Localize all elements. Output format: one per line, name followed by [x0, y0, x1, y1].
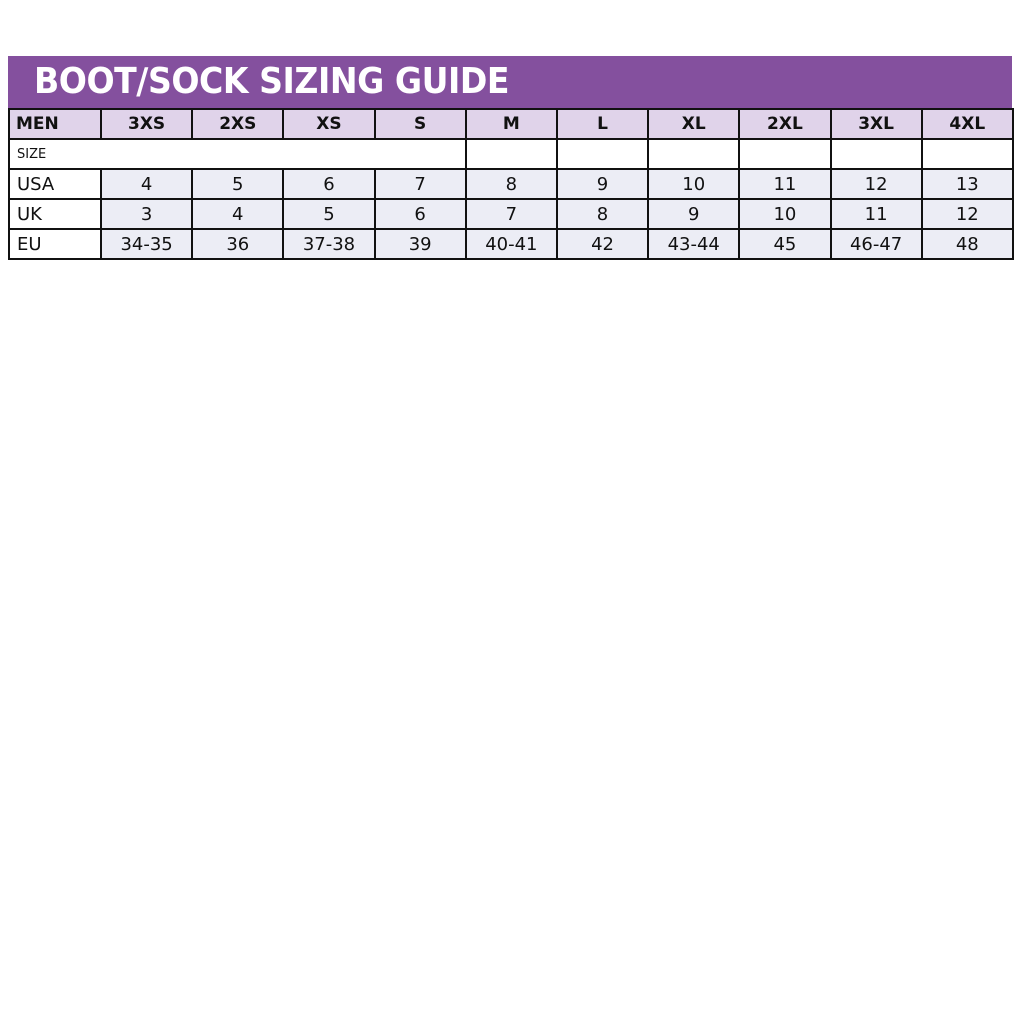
- page-title: BOOT/SOCK SIZING GUIDE: [34, 61, 510, 102]
- blank-cell: [557, 139, 648, 169]
- table-cell: 11: [831, 199, 922, 229]
- table-cell: 42: [557, 229, 648, 259]
- table-cell: 4: [101, 169, 192, 199]
- blank-cell: [739, 139, 830, 169]
- row-label: UK: [9, 199, 101, 229]
- size-header-cell: XL: [648, 109, 739, 139]
- table-cell: 39: [375, 229, 466, 259]
- table-row-uk: [9, 199, 1013, 229]
- table-cell: 40-41: [466, 229, 557, 259]
- size-header-cell: S: [375, 109, 466, 139]
- blank-cell: [831, 139, 922, 169]
- table-cell: 10: [739, 199, 830, 229]
- table-cell: 45: [739, 229, 830, 259]
- row-label: EU: [9, 229, 101, 259]
- table-cell: 6: [375, 199, 466, 229]
- corner-label: MEN: [9, 109, 101, 139]
- title-banner: [8, 56, 1012, 108]
- size-header-cell: XS: [283, 109, 374, 139]
- table-row-usa: [9, 169, 1013, 199]
- row-label: USA: [9, 169, 101, 199]
- table-cell: 9: [557, 169, 648, 199]
- size-header-cell: M: [466, 109, 557, 139]
- table-cell: 6: [283, 169, 374, 199]
- table-cell: 7: [375, 169, 466, 199]
- table-cell: 8: [466, 169, 557, 199]
- table-cell: 8: [557, 199, 648, 229]
- size-header-cell: 3XS: [101, 109, 192, 139]
- table-cell: 36: [192, 229, 283, 259]
- sizing-guide: [8, 56, 1012, 260]
- size-header-cell: 2XS: [192, 109, 283, 139]
- blank-cell: [648, 139, 739, 169]
- table-cell: 48: [922, 229, 1013, 259]
- table-cell: 9: [648, 199, 739, 229]
- size-sublabel: SIZE: [9, 139, 466, 169]
- table-cell: 5: [192, 169, 283, 199]
- table-cell: 12: [831, 169, 922, 199]
- table-cell: 34-35: [101, 229, 192, 259]
- size-table: [8, 108, 1014, 260]
- blank-cell: [922, 139, 1013, 169]
- table-cell: 10: [648, 169, 739, 199]
- table-cell: 43-44: [648, 229, 739, 259]
- size-header-cell: 2XL: [739, 109, 830, 139]
- table-cell: 11: [739, 169, 830, 199]
- table-cell: 37-38: [283, 229, 374, 259]
- table-row-eu: [9, 229, 1013, 259]
- table-cell: 46-47: [831, 229, 922, 259]
- table-cell: 12: [922, 199, 1013, 229]
- table-cell: 3: [101, 199, 192, 229]
- size-header-row: [9, 109, 1013, 139]
- table-cell: 4: [192, 199, 283, 229]
- size-subheader-row: [9, 139, 1013, 169]
- table-cell: 5: [283, 199, 374, 229]
- size-header-cell: L: [557, 109, 648, 139]
- size-header-cell: 3XL: [831, 109, 922, 139]
- size-header-cell: 4XL: [922, 109, 1013, 139]
- table-cell: 13: [922, 169, 1013, 199]
- blank-cell: [466, 139, 557, 169]
- table-cell: 7: [466, 199, 557, 229]
